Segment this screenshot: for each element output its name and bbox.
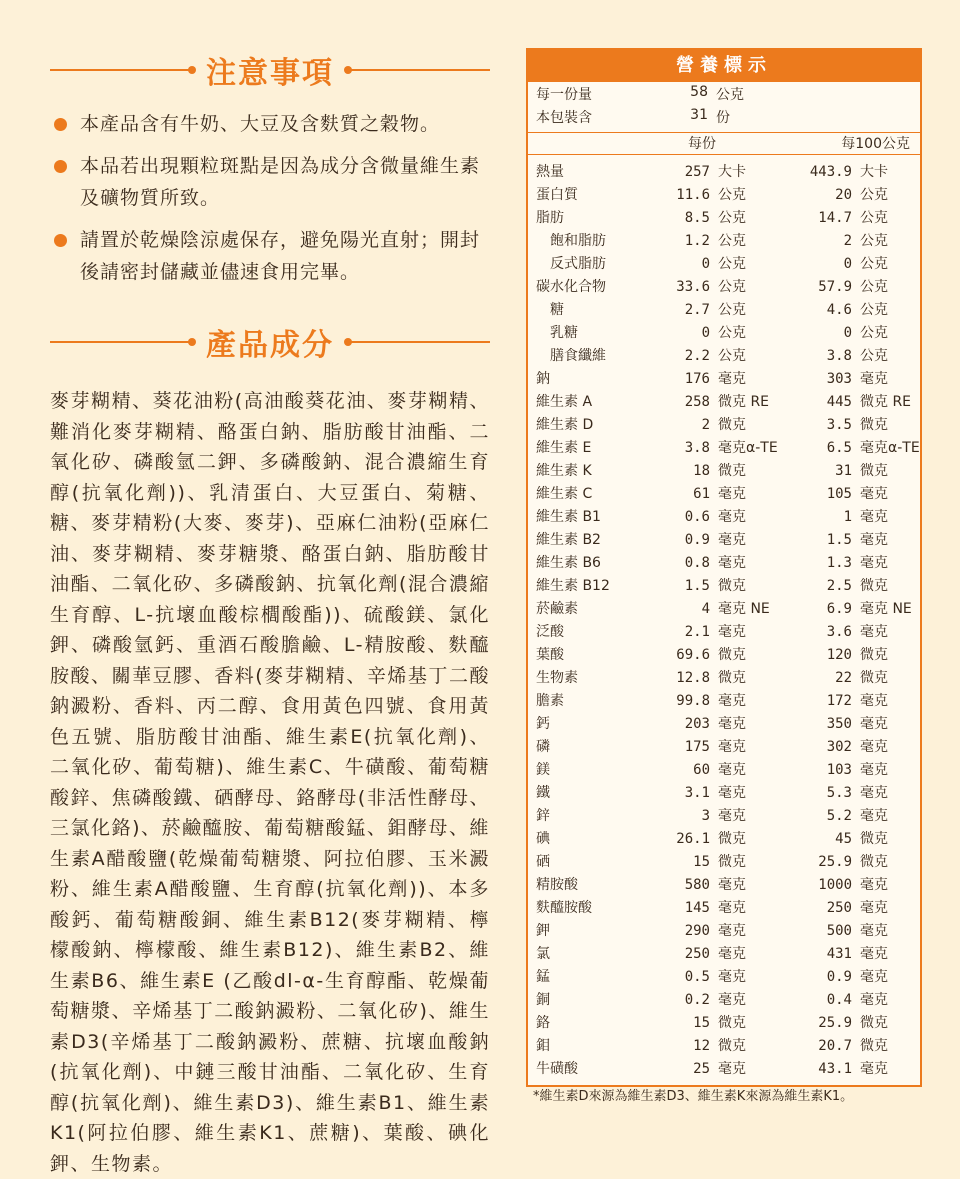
per-100g-value: 350	[826, 716, 852, 732]
nutrient-name: 硒	[536, 854, 550, 870]
per-100g-value: 6.5	[826, 440, 852, 456]
per-100g-value: 3.8	[826, 348, 852, 364]
per-serving-value: 3.8	[684, 440, 710, 456]
nutrient-name: 泛酸	[536, 624, 564, 640]
per-serving-unit: 微克	[718, 1038, 746, 1054]
nutrient-name: 鈉	[536, 371, 550, 387]
pack-unit: 份	[716, 110, 730, 126]
notice-heading	[50, 40, 490, 100]
per-100g-unit: 微克	[860, 1015, 888, 1031]
per-100g-value: 302	[826, 739, 852, 755]
per-100g-unit: 公克	[860, 348, 888, 364]
nutrient-name: 脂肪	[536, 210, 564, 226]
per-serving-value: 145	[684, 900, 710, 916]
nutrition-row	[528, 161, 920, 184]
per-serving-value: 12.8	[676, 670, 710, 686]
per-serving-unit: 毫克	[718, 739, 746, 755]
nutrition-row	[528, 529, 920, 552]
col-per-100g: 每100公克	[841, 136, 910, 152]
per-100g-value: 25.9	[818, 854, 852, 870]
footnote: *維生素D來源為維生素D3、維生素K來源為維生素K1。	[533, 1089, 854, 1104]
per-serving-value: 4	[701, 601, 710, 617]
nutrition-row	[528, 276, 920, 299]
nutrient-name: 麩醯胺酸	[536, 900, 592, 916]
per-serving-value: 2.7	[684, 302, 710, 318]
nutrition-row	[528, 391, 920, 414]
per-serving-value: 33.6	[676, 279, 710, 295]
per-serving-unit: 毫克	[718, 969, 746, 985]
per-serving-value: 257	[684, 164, 710, 180]
per-serving-value: 15	[693, 1015, 710, 1031]
per-100g-value: 250	[826, 900, 852, 916]
nutrient-name: 鎂	[536, 762, 550, 778]
serving-row	[536, 84, 912, 107]
nutrient-name: 鋅	[536, 808, 550, 824]
per-serving-value: 176	[684, 371, 710, 387]
per-100g-value: 2.5	[826, 578, 852, 594]
ingredients-heading	[50, 312, 490, 372]
divider	[50, 69, 192, 71]
nutrient-name: 菸鹼素	[536, 601, 578, 617]
per-100g-unit: 微克	[860, 831, 888, 847]
per-100g-value: 20	[835, 187, 852, 203]
per-100g-unit: 毫克	[860, 509, 888, 525]
nutrition-row	[528, 207, 920, 230]
nutrient-name: 碳水化合物	[536, 279, 606, 295]
nutrient-name: 維生素 D	[536, 417, 594, 433]
per-100g-value: 5.3	[826, 785, 852, 801]
per-100g-value: 0	[843, 256, 852, 272]
nutrient-name: 碘	[536, 831, 550, 847]
per-serving-value: 69.6	[676, 647, 710, 663]
nutrition-row	[528, 322, 920, 345]
nutrition-row	[528, 299, 920, 322]
per-serving-unit: 毫克	[718, 1061, 746, 1077]
per-100g-unit: 微克	[860, 417, 888, 433]
per-100g-unit: 毫克	[860, 785, 888, 801]
per-100g-unit: 毫克	[860, 923, 888, 939]
nutrient-name: 鉀	[536, 923, 550, 939]
per-serving-value: 0.5	[684, 969, 710, 985]
nutrition-row	[528, 966, 920, 989]
per-serving-unit: 公克	[718, 348, 746, 364]
nutrient-name: 鉻	[536, 1015, 550, 1031]
per-serving-unit: 毫克	[718, 900, 746, 916]
per-100g-value: 20.7	[818, 1038, 852, 1054]
nutrition-title: 營養標示	[528, 50, 920, 82]
per-serving-value: 18	[693, 463, 710, 479]
per-serving-unit: 微克	[718, 463, 746, 479]
nutrition-row	[528, 690, 920, 713]
serving-label: 每一份量	[536, 87, 592, 103]
per-serving-unit: 毫克	[718, 532, 746, 548]
per-100g-unit: 毫克	[860, 532, 888, 548]
per-serving-value: 3	[701, 808, 710, 824]
nutrition-row	[528, 943, 920, 966]
per-100g-unit: 微克	[860, 463, 888, 479]
per-serving-unit: 公克	[718, 233, 746, 249]
nutrient-name: 維生素 B2	[536, 532, 601, 548]
per-100g-unit: 毫克	[860, 739, 888, 755]
per-100g-unit: 微克 RE	[860, 394, 912, 410]
ingredients-text: 麥芽糊精、葵花油粉(高油酸葵花油、麥芽糊精、難消化麥芽糊精、酪蛋白鈉、脂肪酸甘油酯、二氧化矽、磷酸氫二鉀、多磷酸鈉、混合濃縮生育醇(抗氧化劑))、乳清蛋白、大豆蛋白、菊糖、糖、麥芽精粉(大麥、麥芽)、亞麻仁油粉(亞麻仁油、麥芽糊精、麥芽糖漿、酪蛋白鈉、脂肪酸甘油酯、二氧化矽、多磷酸鈉、抗氧化劑(混合濃縮生育醇、L-抗壞血酸棕櫚酸酯))、硫酸鎂、氯化鉀、磷酸氫鈣、重酒石酸膽鹼、L-精胺酸、麩醯胺酸、關華豆膠、香料(麥芽糊精、辛烯基丁二酸鈉澱粉、香料、丙二醇、食用黃色四號、食用黃色五號、脂肪酸甘油酯、維生素E(抗氧化劑)、二氧化矽、葡萄糖)、維生素C、牛磺酸、葡萄糖酸鋅、焦磷酸鐵、硒酵母、鉻酵母(非活性酵母、三氯化鉻)、菸鹼醯胺、葡萄糖酸錳、鉬酵母、維生素A醋酸鹽(乾燥葡萄糖漿、阿拉伯膠、玉米澱粉、維生素A醋酸鹽、生育醇(抗氧化劑))、本多酸鈣、葡萄糖酸銅、維生素B12(麥芽糊精、檸檬酸鈉、檸檬酸、維生素B12)、維生素B2、維生素B6、維生素E (乙酸dl-α-生育醇酯、乾燥葡萄糖漿、辛烯基丁二酸鈉澱粉、二氧化矽)、維生素D3(辛烯基丁二酸鈉澱粉、蔗糖、抗壞血酸鈉(抗氧化劑)、中鏈三酸甘油酯、二氧化矽、生育醇(抗氧化劑)、維生素D3)、維生素B1、維生素K1(阿拉伯膠、維生素K1、蔗糖)、葉酸、碘化鉀、生物素。	[50, 390, 490, 1175]
per-serving-unit: 微克	[718, 647, 746, 663]
per-100g-unit: 毫克	[860, 486, 888, 502]
nutrient-name: 糖	[550, 302, 564, 318]
per-100g-value: 303	[826, 371, 852, 387]
per-serving-unit: 微克	[718, 670, 746, 686]
nutrient-name: 熱量	[536, 164, 564, 180]
per-serving-value: 580	[684, 877, 710, 893]
nutrition-row	[528, 759, 920, 782]
per-100g-unit: 毫克	[860, 877, 888, 893]
nutrient-name: 維生素 E	[536, 440, 592, 456]
per-serving-value: 25	[693, 1061, 710, 1077]
per-100g-value: 120	[826, 647, 852, 663]
per-serving-unit: 毫克	[718, 693, 746, 709]
divider	[348, 341, 490, 343]
left-column	[50, 40, 490, 1179]
nutrition-row	[528, 253, 920, 276]
per-100g-value: 43.1	[818, 1061, 852, 1077]
per-serving-unit: 公克	[718, 325, 746, 341]
nutrient-name: 生物素	[536, 670, 578, 686]
per-serving-unit: 微克	[718, 578, 746, 594]
serving-unit: 公克	[716, 87, 744, 103]
nutrition-row	[528, 851, 920, 874]
per-100g-value: 3.5	[826, 417, 852, 433]
per-100g-value: 31	[835, 463, 852, 479]
nutrition-row	[528, 598, 920, 621]
per-serving-value: 8.5	[684, 210, 710, 226]
per-100g-value: 172	[826, 693, 852, 709]
per-serving-unit: 微克	[718, 854, 746, 870]
nutrition-row	[528, 989, 920, 1012]
col-per-serving: 每份	[688, 136, 716, 152]
divider	[348, 69, 490, 71]
per-100g-value: 103	[826, 762, 852, 778]
nutrition-row	[528, 345, 920, 368]
nutrition-row	[528, 230, 920, 253]
notice-title: 注意事項	[206, 56, 334, 91]
per-serving-unit: 毫克	[718, 992, 746, 1008]
nutrient-name: 銅	[536, 992, 550, 1008]
per-100g-unit: 毫克	[860, 992, 888, 1008]
nutrient-name: 反式脂肪	[550, 256, 606, 272]
nutrition-row	[528, 575, 920, 598]
pack-value: 31	[690, 107, 708, 123]
divider	[50, 341, 192, 343]
nutrition-row	[528, 1012, 920, 1035]
per-serving-unit: 微克	[718, 831, 746, 847]
nutrition-row	[528, 506, 920, 529]
nutrition-row	[528, 621, 920, 644]
per-serving-value: 0	[701, 256, 710, 272]
per-serving-unit: 公克	[718, 256, 746, 272]
per-serving-value: 26.1	[676, 831, 710, 847]
per-100g-value: 431	[826, 946, 852, 962]
per-serving-unit: 毫克	[718, 555, 746, 571]
nutrient-name: 錳	[536, 969, 550, 985]
per-serving-value: 99.8	[676, 693, 710, 709]
per-100g-value: 1000	[818, 877, 852, 893]
ingredients-title: 產品成分	[206, 328, 334, 363]
per-100g-unit: 毫克	[860, 808, 888, 824]
per-100g-unit: 毫克α-TE	[860, 440, 920, 456]
nutrient-name: 膳食纖維	[550, 348, 606, 364]
nutrition-row	[528, 437, 920, 460]
per-100g-unit: 公克	[860, 233, 888, 249]
per-serving-value: 1.2	[684, 233, 710, 249]
per-serving-value: 175	[684, 739, 710, 755]
per-serving-value: 3.1	[684, 785, 710, 801]
per-serving-unit: 大卡	[718, 164, 746, 180]
nutrient-name: 氯	[536, 946, 550, 962]
per-100g-value: 500	[826, 923, 852, 939]
per-100g-value: 0	[843, 325, 852, 341]
per-serving-unit: 毫克	[718, 762, 746, 778]
column-header	[528, 132, 920, 155]
serving-value: 58	[690, 84, 708, 100]
per-serving-value: 0	[701, 325, 710, 341]
nutrient-name: 飽和脂肪	[550, 233, 606, 249]
per-serving-unit: 公克	[718, 302, 746, 318]
per-100g-value: 0.4	[826, 992, 852, 1008]
nutrition-row	[528, 897, 920, 920]
per-serving-unit: 毫克α-TE	[718, 440, 778, 456]
per-serving-value: 11.6	[676, 187, 710, 203]
per-100g-value: 0.9	[826, 969, 852, 985]
nutrient-name: 維生素 B1	[536, 509, 601, 525]
nutrition-row	[528, 920, 920, 943]
per-100g-unit: 微克	[860, 647, 888, 663]
per-100g-value: 1.5	[826, 532, 852, 548]
notice-item: 本品若出現顆粒斑點是因為成分含微量維生素及礦物質所致。	[50, 150, 490, 214]
per-100g-unit: 微克	[860, 578, 888, 594]
nutrient-name: 葉酸	[536, 647, 564, 663]
per-serving-unit: 毫克	[718, 486, 746, 502]
per-serving-unit: 微克	[718, 417, 746, 433]
per-serving-unit: 毫克	[718, 716, 746, 732]
per-100g-unit: 毫克	[860, 555, 888, 571]
per-100g-unit: 毫克	[860, 946, 888, 962]
nutrient-name: 維生素 B6	[536, 555, 601, 571]
per-100g-unit: 毫克 NE	[860, 601, 912, 617]
per-serving-value: 2.1	[684, 624, 710, 640]
nutrition-panel	[526, 48, 922, 1087]
per-100g-unit: 公克	[860, 210, 888, 226]
nutrient-name: 精胺酸	[536, 877, 578, 893]
nutrient-name: 維生素 C	[536, 486, 593, 502]
nutrition-row	[528, 736, 920, 759]
nutrient-name: 蛋白質	[536, 187, 578, 203]
nutrition-row	[528, 184, 920, 207]
per-serving-unit: 毫克	[718, 509, 746, 525]
per-serving-unit: 公克	[718, 187, 746, 203]
per-serving-unit: 毫克	[718, 624, 746, 640]
per-serving-unit: 毫克	[718, 946, 746, 962]
per-100g-value: 25.9	[818, 1015, 852, 1031]
per-100g-unit: 毫克	[860, 762, 888, 778]
nutrient-name: 鈣	[536, 716, 550, 732]
nutrient-name: 鐵	[536, 785, 550, 801]
per-serving-unit: 毫克	[718, 371, 746, 387]
per-100g-unit: 毫克	[860, 969, 888, 985]
notice-item: 本產品含有牛奶、大豆及含麩質之穀物。	[50, 108, 490, 140]
per-100g-value: 5.2	[826, 808, 852, 824]
nutrition-row	[528, 1035, 920, 1058]
notice-item: 請置於乾燥陰涼處保存，避免陽光直射；開封後請密封儲藏並儘速食用完畢。	[50, 224, 490, 288]
per-serving-unit: 公克	[718, 210, 746, 226]
per-100g-unit: 微克	[860, 670, 888, 686]
per-100g-value: 1.3	[826, 555, 852, 571]
nutrition-row	[528, 414, 920, 437]
per-100g-value: 4.6	[826, 302, 852, 318]
nutrition-row	[528, 713, 920, 736]
per-100g-unit: 毫克	[860, 1061, 888, 1077]
nutrient-name: 鉬	[536, 1038, 550, 1054]
per-100g-unit: 毫克	[860, 716, 888, 732]
per-serving-unit: 毫克	[718, 923, 746, 939]
per-serving-unit: 毫克	[718, 808, 746, 824]
per-100g-unit: 微克	[860, 1038, 888, 1054]
per-serving-value: 60	[693, 762, 710, 778]
nutrition-row	[528, 1058, 920, 1081]
per-serving-value: 61	[693, 486, 710, 502]
per-serving-value: 15	[693, 854, 710, 870]
per-100g-value: 57.9	[818, 279, 852, 295]
per-100g-unit: 公克	[860, 279, 888, 295]
per-serving-value: 2	[701, 417, 710, 433]
per-100g-value: 445	[826, 394, 852, 410]
per-serving-unit: 毫克	[718, 785, 746, 801]
per-100g-unit: 微克	[860, 854, 888, 870]
per-serving-value: 0.8	[684, 555, 710, 571]
per-100g-unit: 毫克	[860, 371, 888, 387]
nutrition-row	[528, 460, 920, 483]
per-serving-value: 0.6	[684, 509, 710, 525]
per-serving-value: 203	[684, 716, 710, 732]
per-100g-value: 45	[835, 831, 852, 847]
per-100g-value: 14.7	[818, 210, 852, 226]
nutrition-row	[528, 874, 920, 897]
notice-list	[50, 108, 490, 288]
nutrition-row	[528, 552, 920, 575]
nutrition-row	[528, 667, 920, 690]
nutrition-row	[528, 483, 920, 506]
nutrition-row	[528, 368, 920, 391]
pack-label: 本包裝含	[536, 110, 592, 126]
nutrition-row	[528, 644, 920, 667]
per-100g-unit: 大卡	[860, 164, 888, 180]
nutrient-name: 膽素	[536, 693, 564, 709]
per-100g-unit: 毫克	[860, 900, 888, 916]
nutrition-rows	[528, 155, 920, 1085]
per-serving-value: 12	[693, 1038, 710, 1054]
per-100g-value: 105	[826, 486, 852, 502]
nutrition-row	[528, 805, 920, 828]
per-serving-value: 2.2	[684, 348, 710, 364]
per-serving-value: 250	[684, 946, 710, 962]
nutrition-row	[528, 782, 920, 805]
per-serving-value: 290	[684, 923, 710, 939]
per-serving-value: 0.2	[684, 992, 710, 1008]
per-100g-value: 1	[843, 509, 852, 525]
per-100g-unit: 毫克	[860, 693, 888, 709]
per-100g-unit: 公克	[860, 256, 888, 272]
per-100g-unit: 公克	[860, 325, 888, 341]
per-100g-value: 443.9	[809, 164, 852, 180]
nutrient-name: 維生素 B12	[536, 578, 610, 594]
per-100g-unit: 公克	[860, 302, 888, 318]
per-serving-value: 0.9	[684, 532, 710, 548]
per-serving-unit: 毫克	[718, 877, 746, 893]
per-serving-unit: 毫克 NE	[718, 601, 770, 617]
per-100g-unit: 公克	[860, 187, 888, 203]
serving-info	[528, 82, 920, 130]
per-100g-unit: 毫克	[860, 624, 888, 640]
per-serving-value: 1.5	[684, 578, 710, 594]
per-100g-value: 3.6	[826, 624, 852, 640]
per-100g-value: 2	[843, 233, 852, 249]
nutrient-name: 維生素 K	[536, 463, 592, 479]
pack-row	[536, 107, 912, 130]
nutrition-row	[528, 828, 920, 851]
nutrient-name: 牛磺酸	[536, 1061, 578, 1077]
nutrient-name: 磷	[536, 739, 550, 755]
per-serving-unit: 微克	[718, 1015, 746, 1031]
per-serving-unit: 微克 RE	[718, 394, 770, 410]
per-100g-value: 22	[835, 670, 852, 686]
nutrient-name: 乳糖	[550, 325, 578, 341]
nutrient-name: 維生素 A	[536, 394, 593, 410]
per-serving-value: 258	[684, 394, 710, 410]
per-100g-value: 6.9	[826, 601, 852, 617]
per-serving-unit: 公克	[718, 279, 746, 295]
